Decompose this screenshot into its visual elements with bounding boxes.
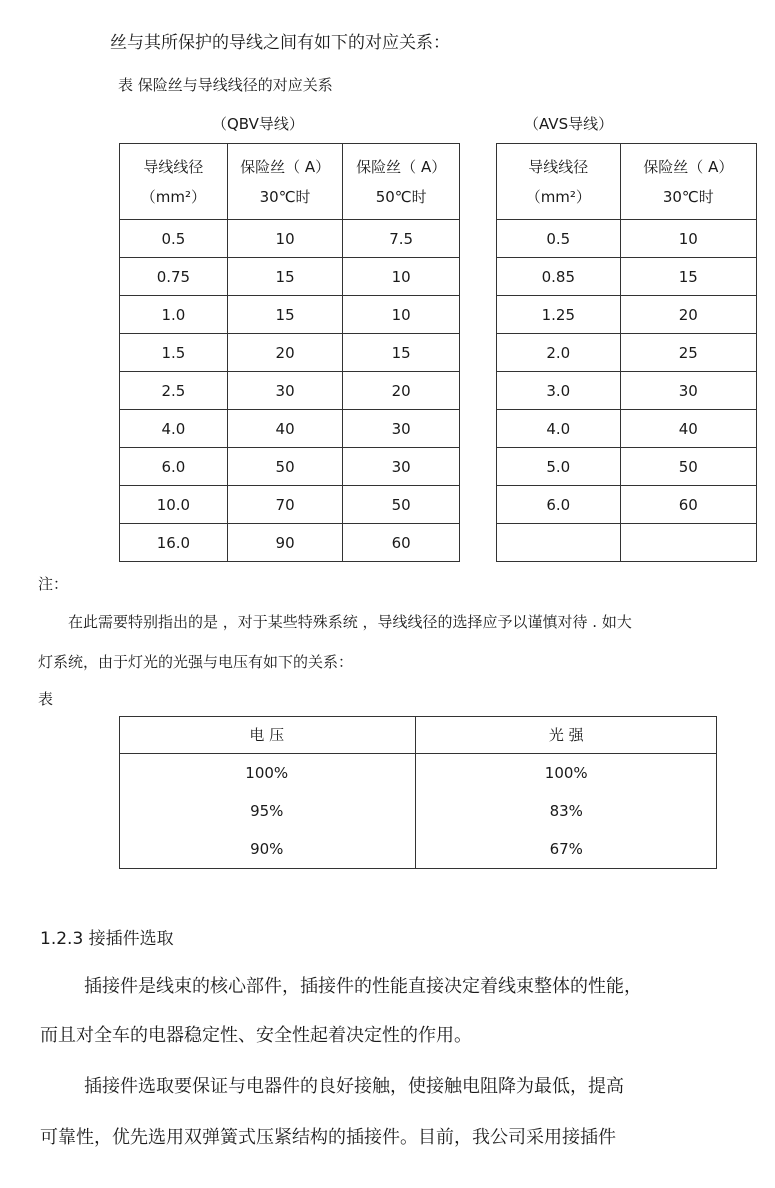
table-row: 5.0 50	[497, 448, 757, 486]
table-row: 10.0 70 50	[120, 486, 460, 524]
table-row: 0.5 10	[497, 220, 757, 258]
header-cell: 导线线径 （mm²）	[120, 144, 228, 220]
header-cell: 光 强	[415, 716, 717, 754]
intro-text: 丝与其所保护的导线之间有如下的对应关系：	[110, 33, 450, 53]
table-row: 2.0 25	[497, 334, 757, 372]
paragraph-line: 可靠性，优先选用双弹簧式压紧结构的插接件。目前，我公司采用接插件	[40, 1127, 616, 1148]
header-cell: 导线线径 （mm²）	[497, 144, 621, 220]
table-header-row	[497, 144, 757, 220]
table-row: 3.0 30	[497, 372, 757, 410]
voltage-table-label: 表	[38, 690, 54, 708]
paragraph-line: 插接件选取要保证与电器件的良好接触，使接触电阻降为最低，提高	[84, 1076, 624, 1097]
table-caption: 表 保险丝与导线线径的对应关系	[118, 76, 333, 94]
header-cell: 保险丝（ A） 30℃时	[227, 144, 343, 220]
table-row: 0.75 15 10	[120, 258, 460, 296]
table-header-row	[120, 144, 460, 220]
table-row: 6.0 50 30	[120, 448, 460, 486]
header-cell: 保险丝（ A） 30℃时	[620, 144, 756, 220]
table-row: 4.0 40 30	[120, 410, 460, 448]
table-row: 1.5 20 15	[120, 334, 460, 372]
table-row	[497, 524, 757, 562]
table-row: 2.5 30 20	[120, 372, 460, 410]
qbv-table-title: （QBV导线）	[212, 115, 304, 133]
table-row: 6.0 60	[497, 486, 757, 524]
avs-fuse-table	[496, 143, 757, 562]
table-row: 90% 67%	[119, 830, 717, 868]
note-text-line-2: 灯系统，由于灯光的光强与电压有如下的关系：	[38, 653, 354, 671]
note-text-line-1: 在此需要特别指出的是 ，对于某些特殊系统 ，导线线径的选择应予以谨慎对待 . 如大	[68, 613, 632, 631]
table-row: 1.0 15 10	[120, 296, 460, 334]
header-cell: 电 压	[119, 716, 415, 754]
table-row: 0.85 15	[497, 258, 757, 296]
table-row: 1.25 20	[497, 296, 757, 334]
paragraph-line: 插接件是线束的核心部件，插接件的性能直接决定着线束整体的性能，	[84, 976, 642, 997]
voltage-brightness-table	[119, 716, 717, 868]
avs-table-title: （AVS导线）	[524, 115, 614, 133]
qbv-fuse-table	[119, 143, 460, 562]
table-row: 4.0 40	[497, 410, 757, 448]
table-row: 16.0 90 60	[120, 524, 460, 562]
table-row: 100% 100%	[119, 754, 717, 793]
section-heading: 1.2.3 接插件选取	[40, 929, 174, 949]
paragraph-line: 而且对全车的电器稳定性、安全性起着决定性的作用。	[40, 1025, 472, 1046]
table-header-row	[119, 716, 717, 754]
note-label: 注：	[38, 575, 69, 593]
header-cell: 保险丝（ A） 50℃时	[343, 144, 460, 220]
table-row: 95% 83%	[119, 792, 717, 830]
table-row: 0.5 10 7.5	[120, 220, 460, 258]
